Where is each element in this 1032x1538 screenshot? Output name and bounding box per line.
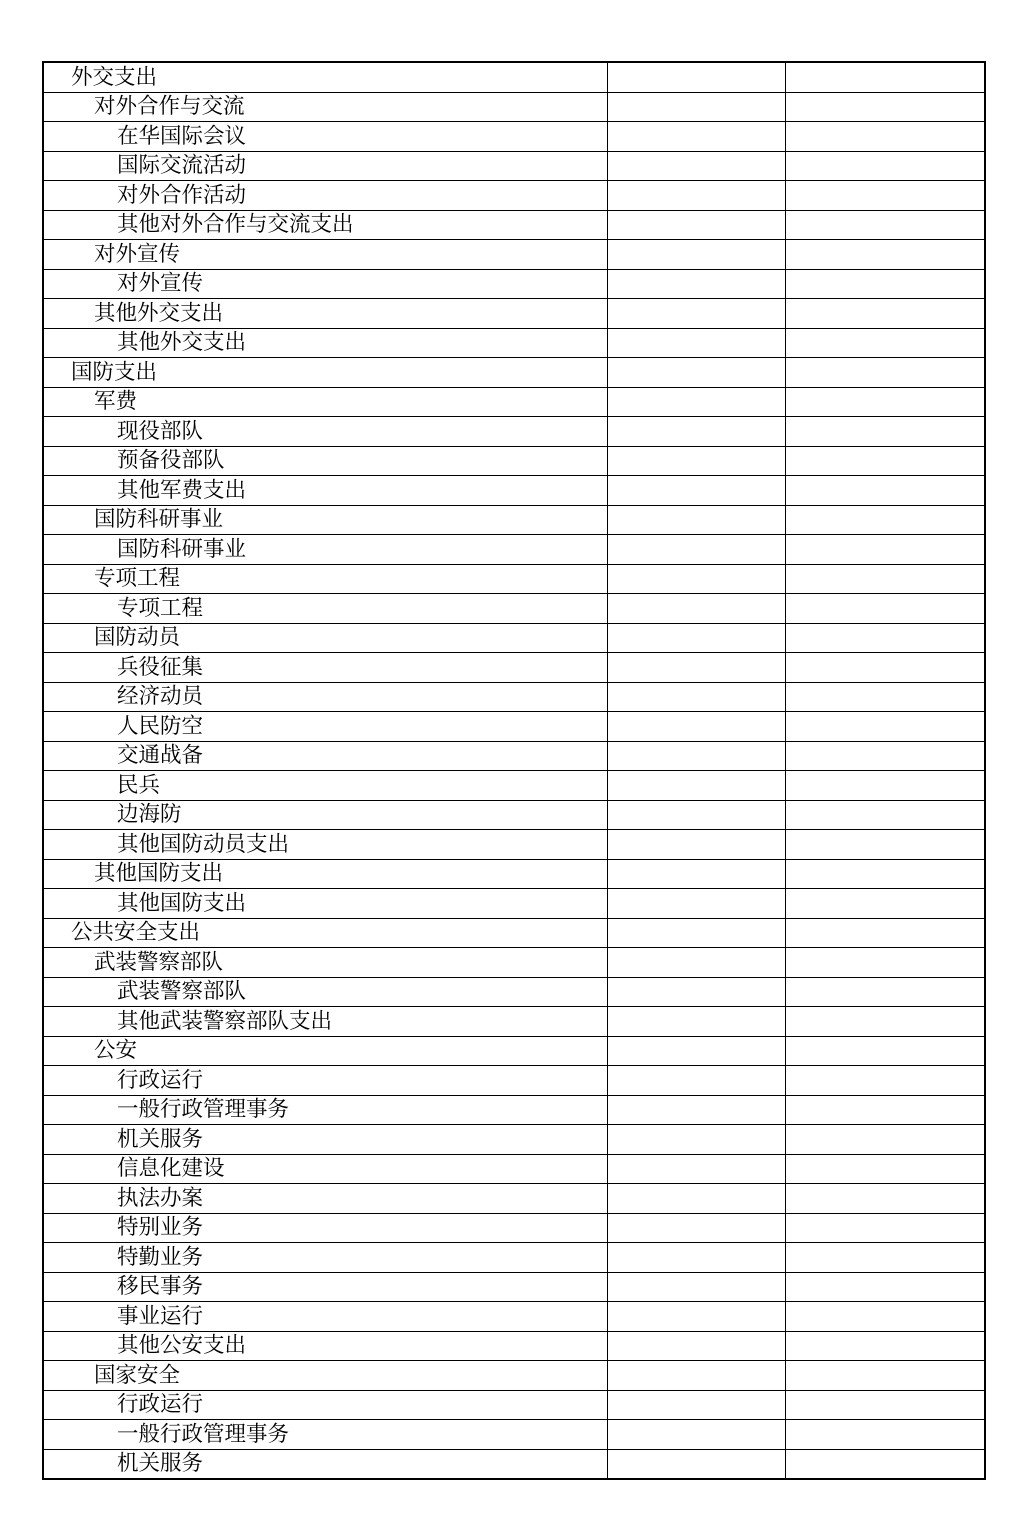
- category-label: 对外合作活动: [117, 182, 247, 208]
- value-cell-a[interactable]: [607, 830, 785, 860]
- category-cell[interactable]: [43, 210, 607, 240]
- category-label: 其他外交支出: [117, 330, 247, 355]
- value-cell-b[interactable]: [785, 446, 985, 476]
- category-cell[interactable]: [43, 830, 607, 860]
- value-cell-a[interactable]: [607, 122, 785, 152]
- category-cell[interactable]: [43, 1213, 607, 1243]
- category-label: 边海防: [117, 802, 182, 827]
- value-cell-b[interactable]: [785, 830, 985, 860]
- value-cell-a[interactable]: [607, 918, 785, 948]
- category-cell[interactable]: [43, 1302, 607, 1332]
- table-row: [43, 918, 985, 948]
- value-cell-a[interactable]: [607, 1007, 785, 1037]
- value-cell-b[interactable]: [785, 299, 985, 329]
- value-cell-a[interactable]: [607, 1361, 785, 1391]
- category-cell[interactable]: [43, 1007, 607, 1037]
- category-label: 国家安全: [94, 1362, 181, 1388]
- table-row: [43, 1007, 985, 1037]
- value-cell-a[interactable]: [607, 1272, 785, 1302]
- value-cell-a[interactable]: [607, 800, 785, 830]
- table-row: [43, 181, 985, 211]
- value-cell-b[interactable]: [785, 712, 985, 742]
- value-cell-a[interactable]: [607, 1125, 785, 1155]
- value-cell-a[interactable]: [607, 535, 785, 565]
- value-cell-b[interactable]: [785, 1213, 985, 1243]
- category-label: 预备役部队: [117, 448, 225, 473]
- value-cell-b[interactable]: [785, 417, 985, 447]
- category-label: 特勤业务: [117, 1244, 204, 1270]
- value-cell-a[interactable]: [607, 741, 785, 771]
- category-cell[interactable]: [43, 476, 607, 506]
- value-cell-b[interactable]: [785, 1154, 985, 1184]
- table-row: [43, 446, 985, 476]
- category-label: 武装警察部队: [117, 979, 247, 1004]
- value-cell-b[interactable]: [785, 889, 985, 919]
- table-row: [43, 535, 985, 565]
- category-label: 公安: [94, 1038, 138, 1063]
- category-label: 其他武装警察部队支出: [117, 1008, 333, 1034]
- category-label: 执法办案: [117, 1185, 204, 1211]
- category-cell[interactable]: [43, 564, 607, 594]
- value-cell-b[interactable]: [785, 1361, 985, 1391]
- category-cell[interactable]: [43, 1154, 607, 1184]
- category-label: 对外合作与交流: [94, 94, 245, 119]
- value-cell-b[interactable]: [785, 1420, 985, 1450]
- category-cell[interactable]: [43, 328, 607, 358]
- category-cell[interactable]: [43, 1125, 607, 1155]
- value-cell-b[interactable]: [785, 771, 985, 801]
- category-cell[interactable]: [43, 918, 607, 948]
- category-label: 国防科研事业: [94, 507, 224, 532]
- category-label: 行政运行: [117, 1392, 204, 1417]
- category-cell[interactable]: [43, 741, 607, 771]
- value-cell-a[interactable]: [607, 505, 785, 535]
- value-cell-b[interactable]: [785, 653, 985, 683]
- value-cell-b[interactable]: [785, 269, 985, 299]
- category-label: 交通战备: [117, 743, 204, 768]
- value-cell-a[interactable]: [607, 387, 785, 417]
- category-label: 机关服务: [117, 1126, 204, 1152]
- value-cell-b[interactable]: [785, 210, 985, 240]
- category-cell[interactable]: [43, 92, 607, 122]
- value-cell-a[interactable]: [607, 446, 785, 476]
- category-label: 其他外交支出: [94, 300, 224, 326]
- table-row: [43, 240, 985, 270]
- table-row: [43, 417, 985, 447]
- table-row: [43, 1154, 985, 1184]
- category-cell[interactable]: [43, 446, 607, 476]
- category-cell[interactable]: [43, 859, 607, 889]
- category-label: 现役部队: [117, 418, 204, 444]
- value-cell-a[interactable]: [607, 1184, 785, 1214]
- category-label: 专项工程: [94, 566, 181, 591]
- category-label: 其他国防支出: [94, 861, 224, 886]
- value-cell-b[interactable]: [785, 122, 985, 152]
- value-cell-b[interactable]: [785, 1036, 985, 1066]
- category-label: 民兵: [117, 772, 161, 798]
- value-cell-a[interactable]: [607, 1331, 785, 1361]
- table-row: [43, 830, 985, 860]
- value-cell-a[interactable]: [607, 328, 785, 358]
- category-cell[interactable]: [43, 771, 607, 801]
- table-row: [43, 594, 985, 624]
- category-label: 公共安全支出: [71, 920, 201, 945]
- value-cell-b[interactable]: [785, 358, 985, 388]
- value-cell-b[interactable]: [785, 1243, 985, 1273]
- table-row: [43, 712, 985, 742]
- value-cell-a[interactable]: [607, 564, 785, 594]
- table-row: [43, 1243, 985, 1273]
- category-label: 对外宣传: [94, 241, 181, 267]
- table-row: [43, 859, 985, 889]
- expenditure-table: [42, 61, 986, 1480]
- category-label: 国际交流活动: [117, 153, 247, 178]
- value-cell-a[interactable]: [607, 712, 785, 742]
- category-cell[interactable]: [43, 623, 607, 653]
- value-cell-a[interactable]: [607, 1302, 785, 1332]
- category-cell[interactable]: [43, 122, 607, 152]
- category-cell[interactable]: [43, 889, 607, 919]
- value-cell-b[interactable]: [785, 682, 985, 712]
- category-label: 国防科研事业: [117, 536, 247, 562]
- value-cell-a[interactable]: [607, 771, 785, 801]
- category-label: 国防动员: [94, 625, 181, 650]
- value-cell-a[interactable]: [607, 859, 785, 889]
- category-cell[interactable]: [43, 712, 607, 742]
- table-row: [43, 564, 985, 594]
- category-cell[interactable]: [43, 299, 607, 329]
- category-cell[interactable]: [43, 1243, 607, 1273]
- value-cell-a[interactable]: [607, 1095, 785, 1125]
- value-cell-a[interactable]: [607, 1390, 785, 1420]
- value-cell-a[interactable]: [607, 682, 785, 712]
- value-cell-b[interactable]: [785, 977, 985, 1007]
- category-label: 武装警察部队: [94, 949, 224, 975]
- table-row: [43, 1036, 985, 1066]
- category-cell[interactable]: [43, 594, 607, 624]
- value-cell-b[interactable]: [785, 800, 985, 830]
- category-label: 一般行政管理事务: [117, 1097, 290, 1122]
- table-row: [43, 1302, 985, 1332]
- table-row: [43, 387, 985, 417]
- value-cell-b[interactable]: [785, 948, 985, 978]
- value-cell-a[interactable]: [607, 1449, 785, 1479]
- value-cell-b[interactable]: [785, 62, 985, 92]
- table-row: [43, 1272, 985, 1302]
- value-cell-b[interactable]: [785, 1272, 985, 1302]
- table-row: [43, 771, 985, 801]
- value-cell-a[interactable]: [607, 476, 785, 506]
- value-cell-b[interactable]: [785, 1331, 985, 1361]
- category-cell[interactable]: [43, 682, 607, 712]
- table-row: [43, 741, 985, 771]
- category-cell[interactable]: [43, 535, 607, 565]
- value-cell-b[interactable]: [785, 741, 985, 771]
- value-cell-a[interactable]: [607, 653, 785, 683]
- category-label: 移民事务: [117, 1274, 204, 1299]
- category-label: 外交支出: [71, 64, 158, 90]
- value-cell-b[interactable]: [785, 387, 985, 417]
- value-cell-a[interactable]: [607, 210, 785, 240]
- category-label: 军费: [94, 389, 138, 414]
- category-cell[interactable]: [43, 505, 607, 535]
- category-cell[interactable]: [43, 62, 607, 92]
- category-cell[interactable]: [43, 977, 607, 1007]
- value-cell-a[interactable]: [607, 299, 785, 329]
- category-cell[interactable]: [43, 1390, 607, 1420]
- table-row: [43, 1095, 985, 1125]
- value-cell-a[interactable]: [607, 181, 785, 211]
- category-cell[interactable]: [43, 387, 607, 417]
- category-cell[interactable]: [43, 1420, 607, 1450]
- value-cell-a[interactable]: [607, 417, 785, 447]
- category-label: 机关服务: [117, 1451, 204, 1476]
- value-cell-a[interactable]: [607, 1243, 785, 1273]
- value-cell-b[interactable]: [785, 476, 985, 506]
- value-cell-b[interactable]: [785, 505, 985, 535]
- table-row: [43, 1213, 985, 1243]
- category-label: 其他国防动员支出: [117, 831, 290, 857]
- category-label: 其他国防支出: [117, 890, 247, 916]
- category-label: 经济动员: [117, 684, 204, 709]
- table-row: [43, 328, 985, 358]
- category-cell[interactable]: [43, 1449, 607, 1479]
- category-label: 其他军费支出: [117, 477, 247, 503]
- table-row: [43, 1420, 985, 1450]
- table-row: [43, 977, 985, 1007]
- category-cell[interactable]: [43, 1272, 607, 1302]
- category-label: 其他公安支出: [117, 1333, 247, 1358]
- value-cell-a[interactable]: [607, 977, 785, 1007]
- category-cell[interactable]: [43, 800, 607, 830]
- value-cell-b[interactable]: [785, 623, 985, 653]
- value-cell-b[interactable]: [785, 1390, 985, 1420]
- value-cell-a[interactable]: [607, 1154, 785, 1184]
- table-row: [43, 1184, 985, 1214]
- value-cell-b[interactable]: [785, 1095, 985, 1125]
- value-cell-a[interactable]: [607, 1036, 785, 1066]
- category-cell[interactable]: [43, 653, 607, 683]
- category-cell[interactable]: [43, 358, 607, 388]
- category-label: 对外宣传: [117, 271, 204, 296]
- table-row: [43, 92, 985, 122]
- value-cell-b[interactable]: [785, 92, 985, 122]
- category-cell[interactable]: [43, 1361, 607, 1391]
- category-label: 事业运行: [117, 1303, 204, 1329]
- value-cell-a[interactable]: [607, 889, 785, 919]
- table-row: [43, 889, 985, 919]
- category-cell[interactable]: [43, 151, 607, 181]
- category-cell[interactable]: [43, 1095, 607, 1125]
- category-cell[interactable]: [43, 1066, 607, 1096]
- value-cell-a[interactable]: [607, 62, 785, 92]
- category-cell[interactable]: [43, 1331, 607, 1361]
- category-label: 特别业务: [117, 1215, 204, 1240]
- value-cell-a[interactable]: [607, 1066, 785, 1096]
- value-cell-b[interactable]: [785, 1007, 985, 1037]
- value-cell-b[interactable]: [785, 328, 985, 358]
- value-cell-b[interactable]: [785, 1066, 985, 1096]
- value-cell-b[interactable]: [785, 1302, 985, 1332]
- value-cell-a[interactable]: [607, 948, 785, 978]
- value-cell-b[interactable]: [785, 240, 985, 270]
- category-cell[interactable]: [43, 269, 607, 299]
- value-cell-b[interactable]: [785, 918, 985, 948]
- value-cell-a[interactable]: [607, 1420, 785, 1450]
- value-cell-a[interactable]: [607, 594, 785, 624]
- category-cell[interactable]: [43, 417, 607, 447]
- table-row: [43, 299, 985, 329]
- category-label: 国防支出: [71, 359, 158, 385]
- category-label: 行政运行: [117, 1067, 204, 1093]
- value-cell-b[interactable]: [785, 181, 985, 211]
- value-cell-b[interactable]: [785, 1125, 985, 1155]
- category-cell[interactable]: [43, 1036, 607, 1066]
- value-cell-b[interactable]: [785, 151, 985, 181]
- table-row: [43, 800, 985, 830]
- table-row: [43, 948, 985, 978]
- value-cell-b[interactable]: [785, 1184, 985, 1214]
- table-row: [43, 1449, 985, 1479]
- table-row: [43, 653, 985, 683]
- value-cell-b[interactable]: [785, 1449, 985, 1479]
- table-row: [43, 1390, 985, 1420]
- table-row: [43, 62, 985, 92]
- category-label: 其他对外合作与交流支出: [117, 212, 354, 237]
- value-cell-a[interactable]: [607, 1213, 785, 1243]
- table-row: [43, 682, 985, 712]
- category-cell[interactable]: [43, 1184, 607, 1214]
- category-label: 兵役征集: [117, 654, 204, 680]
- category-cell[interactable]: [43, 948, 607, 978]
- category-label: 人民防空: [117, 713, 204, 739]
- table-row: [43, 476, 985, 506]
- category-label: 信息化建设: [117, 1156, 225, 1181]
- table-row: [43, 505, 985, 535]
- value-cell-b[interactable]: [785, 594, 985, 624]
- table-row: [43, 1331, 985, 1361]
- value-cell-b[interactable]: [785, 535, 985, 565]
- table-row: [43, 1125, 985, 1155]
- value-cell-a[interactable]: [607, 240, 785, 270]
- table-row: [43, 269, 985, 299]
- value-cell-a[interactable]: [607, 92, 785, 122]
- value-cell-a[interactable]: [607, 151, 785, 181]
- table-row: [43, 358, 985, 388]
- table-row: [43, 1361, 985, 1391]
- category-cell[interactable]: [43, 181, 607, 211]
- category-label: 专项工程: [117, 595, 204, 621]
- table-row: [43, 122, 985, 152]
- table-body: [43, 62, 985, 1479]
- table-row: [43, 623, 985, 653]
- table-row: [43, 151, 985, 181]
- table-row: [43, 210, 985, 240]
- category-cell[interactable]: [43, 240, 607, 270]
- category-label: 在华国际会议: [117, 123, 247, 149]
- category-label: 一般行政管理事务: [117, 1421, 290, 1447]
- value-cell-a[interactable]: [607, 269, 785, 299]
- value-cell-b[interactable]: [785, 859, 985, 889]
- value-cell-a[interactable]: [607, 623, 785, 653]
- value-cell-b[interactable]: [785, 564, 985, 594]
- value-cell-a[interactable]: [607, 358, 785, 388]
- table-row: [43, 1066, 985, 1096]
